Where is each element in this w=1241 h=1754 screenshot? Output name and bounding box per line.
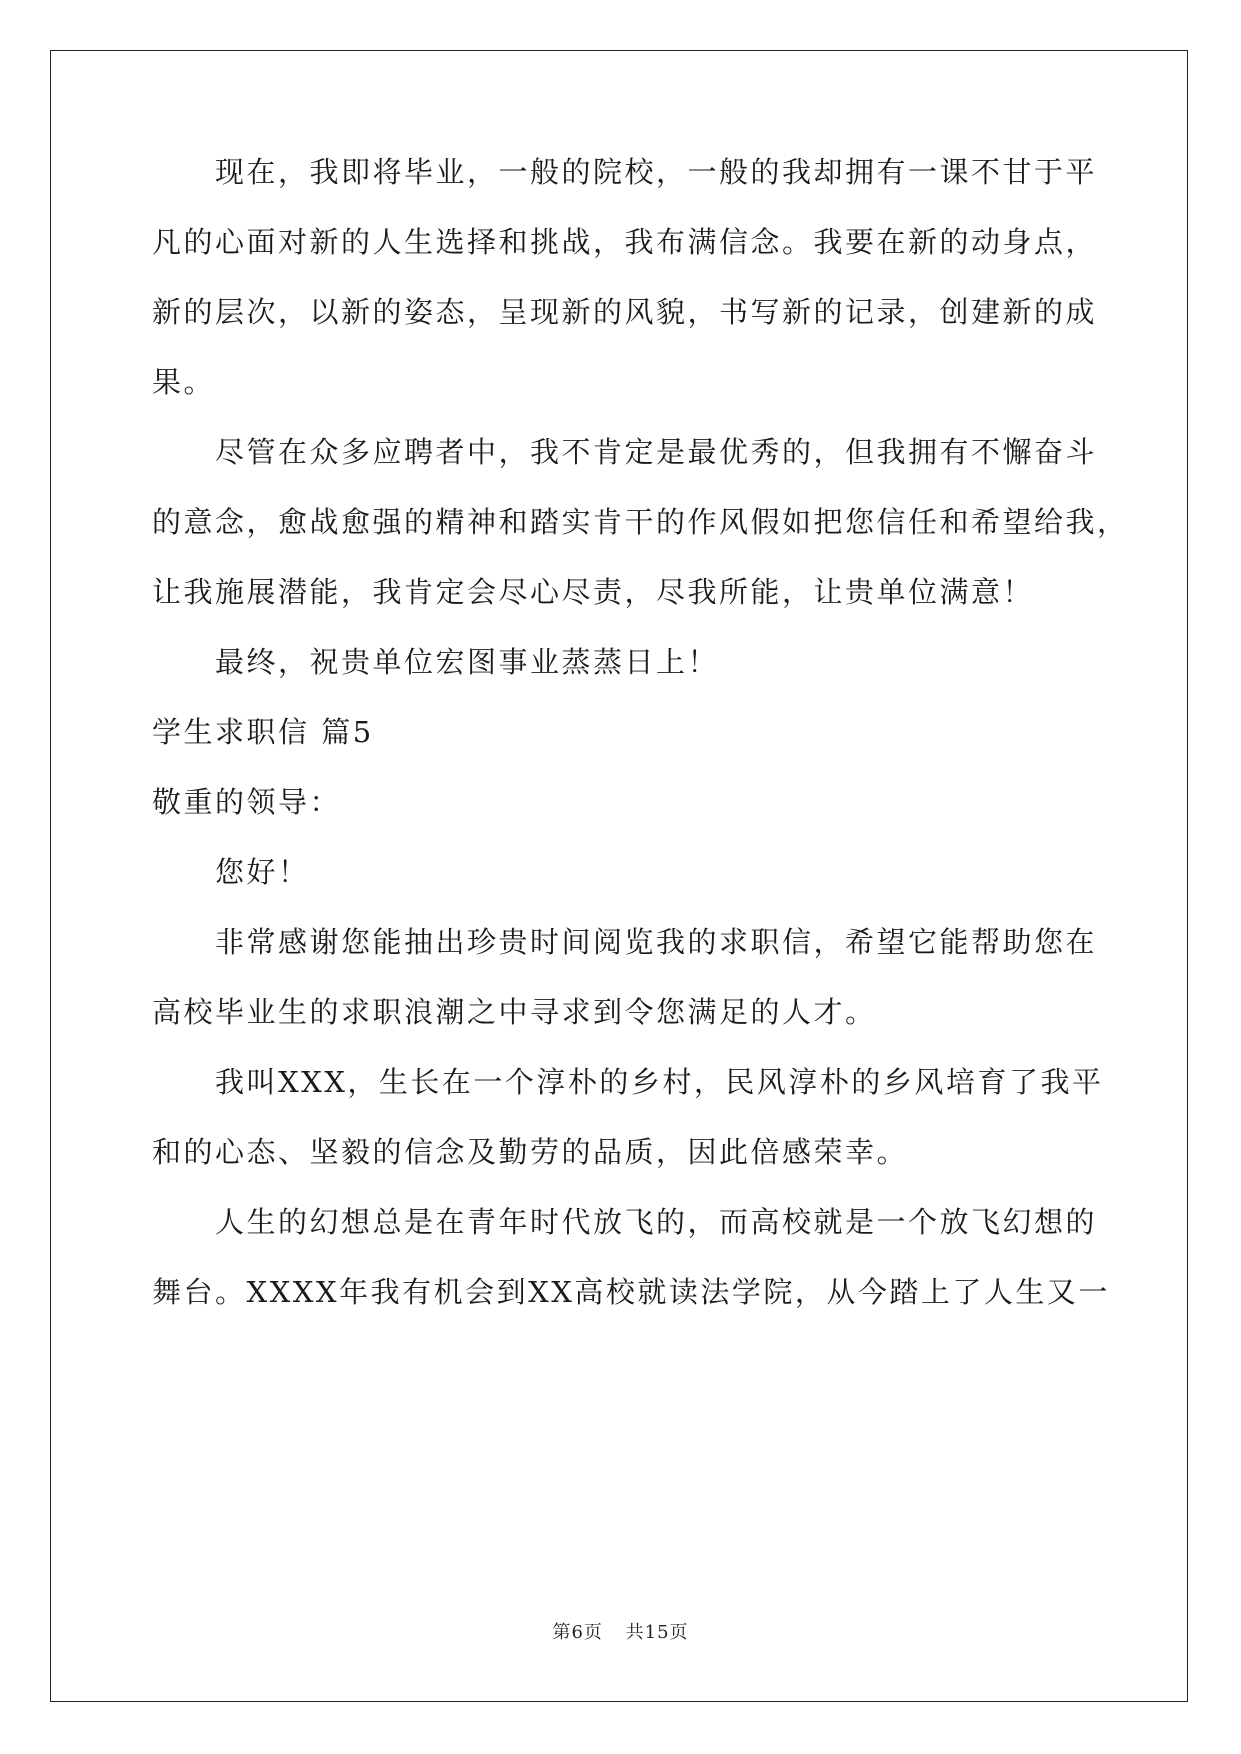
salutation: 敬重的领导： xyxy=(152,785,342,819)
text-line: 现在，我即将毕业，一般的院校，一般的我却拥有一课不甘于平 xyxy=(215,155,1098,189)
text-line: 尽管在众多应聘者中，我不肯定是最优秀的，但我拥有不懈奋斗 xyxy=(215,435,1098,469)
text-line: 让我施展潜能，我肯定会尽心尽责，尽我所能，让贵单位满意！ xyxy=(152,575,1035,609)
text-line: 凡的心面对新的人生选择和挑战，我布满信念。我要在新的动身点， xyxy=(152,225,1098,259)
text-line: 最终，祝贵单位宏图事业蒸蒸日上！ xyxy=(215,645,720,679)
page-footer xyxy=(0,1618,1241,1644)
page-total: 共15页 xyxy=(625,1622,689,1643)
text-line: 我叫XXX，生长在一个淳朴的乡村，民风淳朴的乡风培育了我平 xyxy=(215,1065,1104,1099)
greeting: 您好！ xyxy=(215,855,310,889)
text-line: 和的心态、坚毅的信念及勤劳的品质，因此倍感荣幸。 xyxy=(152,1135,909,1169)
page-number: 第6页 xyxy=(552,1622,603,1643)
text-line: 新的层次，以新的姿态，呈现新的风貌，书写新的记录，创建新的成 xyxy=(152,295,1098,329)
text-line: 舞台。XXXX年我有机会到XX高校就读法学院，从今踏上了人生又一 xyxy=(152,1275,1110,1309)
section-heading: 学生求职信 篇5 xyxy=(152,715,374,749)
text-line: 果。 xyxy=(152,365,216,399)
text-line: 非常感谢您能抽出珍贵时间阅览我的求职信，希望它能帮助您在 xyxy=(215,925,1098,959)
text-line: 高校毕业生的求职浪潮之中寻求到令您满足的人才。 xyxy=(152,995,877,1029)
text-line: 人生的幻想总是在青年时代放飞的，而高校就是一个放飞幻想的 xyxy=(215,1205,1098,1239)
text-line: 的意念，愈战愈强的精神和踏实肯干的作风假如把您信任和希望给我， xyxy=(152,505,1129,539)
